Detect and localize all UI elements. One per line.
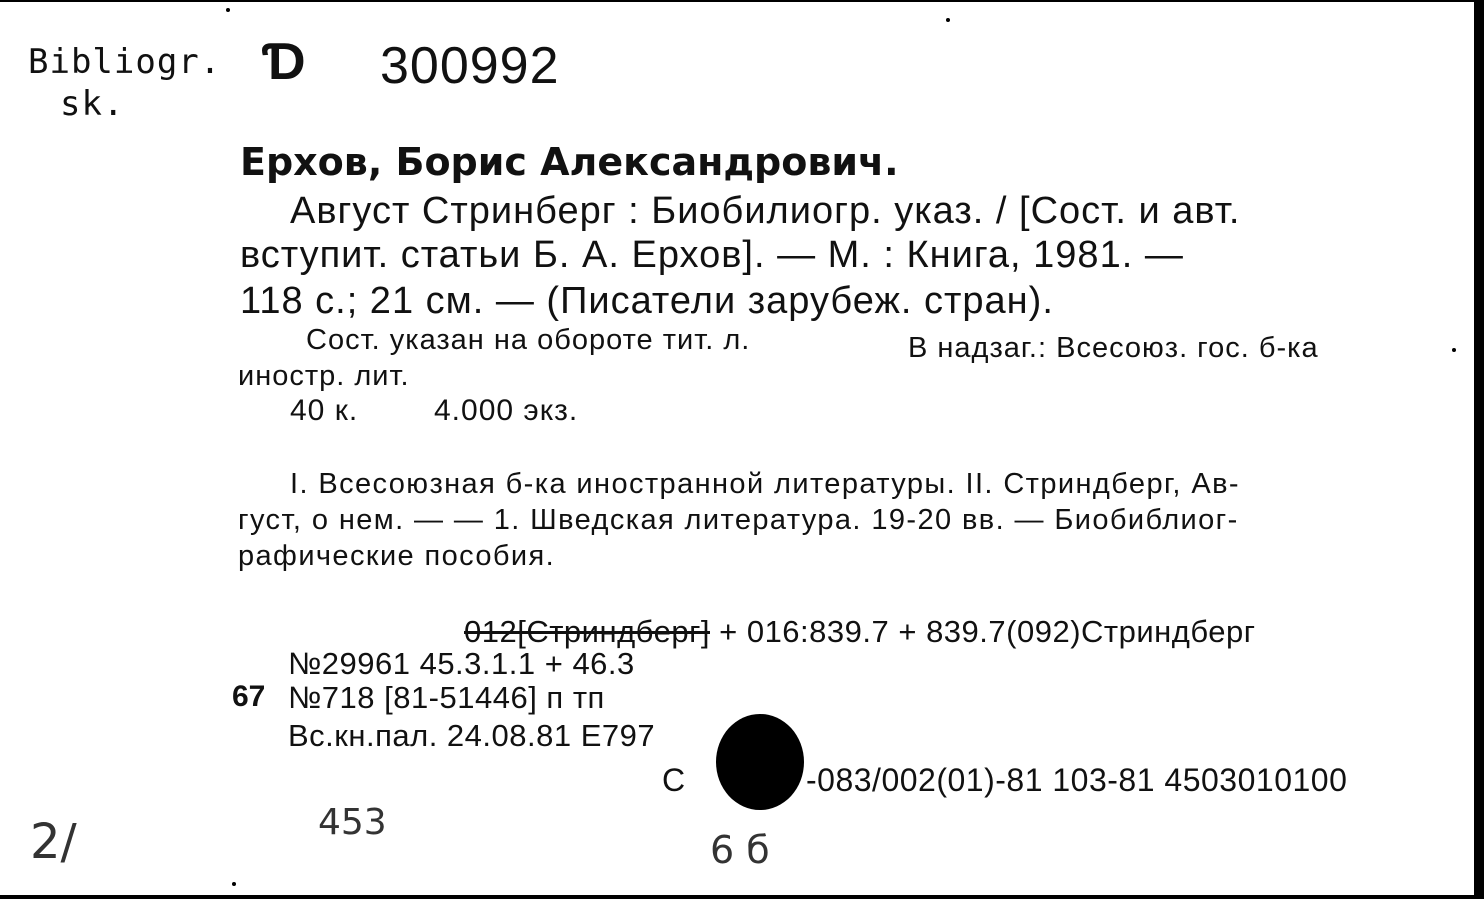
struck-index: 012[Стриндберг] [464,614,710,649]
classification-line-1-rest: + 016:839.7 + 839.7(092)Стриндберг [710,614,1256,649]
speck [226,8,230,12]
speck [1452,348,1456,352]
title-line-3: 118 с.; 21 см. — (Писатели зарубеж. стран). [240,280,1054,322]
classification-line-2: №29961 45.3.1.1 + 46.3 [288,646,635,681]
call-number-line2: sk. [60,84,125,124]
classification-line-4: Вс.кн.пал. 24.08.81 Е797 [288,718,656,753]
handwritten-note-left: 2/ [30,814,77,870]
classification-line-1 [464,614,1256,650]
title-line-2: вступит. статьи Б. А. Ерхов]. — М. : Книга, 1981. — [240,234,1184,276]
speck [232,882,236,886]
call-number-line1: Bibliogr. [28,42,222,82]
price: 40 к. [290,394,359,427]
classification-line-5-prefix: С [662,762,686,798]
note-line-2: иностр. лит. [238,360,410,392]
subject-line-1: I. Всесоюзная б-ка иностранной литературы. II. Стриндберг, Ав- [290,468,1240,500]
note-line-1b: В надзаг.: Всесоюз. гос. б-ка [908,332,1319,364]
subject-line-2: густ, о нем. — — 1. Шведская литература. 19-20 вв. — Биобиблиог- [238,504,1239,536]
call-number-value: 300992 [380,37,560,95]
speck [946,18,950,22]
classification-line-3: №718 [81-51446] п тп [288,680,605,715]
print-run: 4.000 экз. [434,394,579,427]
author-heading: Ерхов, Борис Александрович. [240,140,899,184]
card-count: 67 [232,680,266,713]
note-line-1: Сост. указан на обороте тит. л. [306,324,751,356]
classification-line-5: -083/002(01)-81 103-81 4503010100 [806,762,1348,798]
title-line-1: Август Стринберг : Биобилиогр. указ. / [Сост. и авт. [290,190,1241,232]
handwritten-note-right: 6 б [710,828,770,872]
card-punch-hole [716,714,804,810]
handwritten-note-middle: 453 [318,802,387,843]
call-number-mark: Ɗ [262,33,306,91]
subject-line-3: рафические пособия. [238,540,556,572]
